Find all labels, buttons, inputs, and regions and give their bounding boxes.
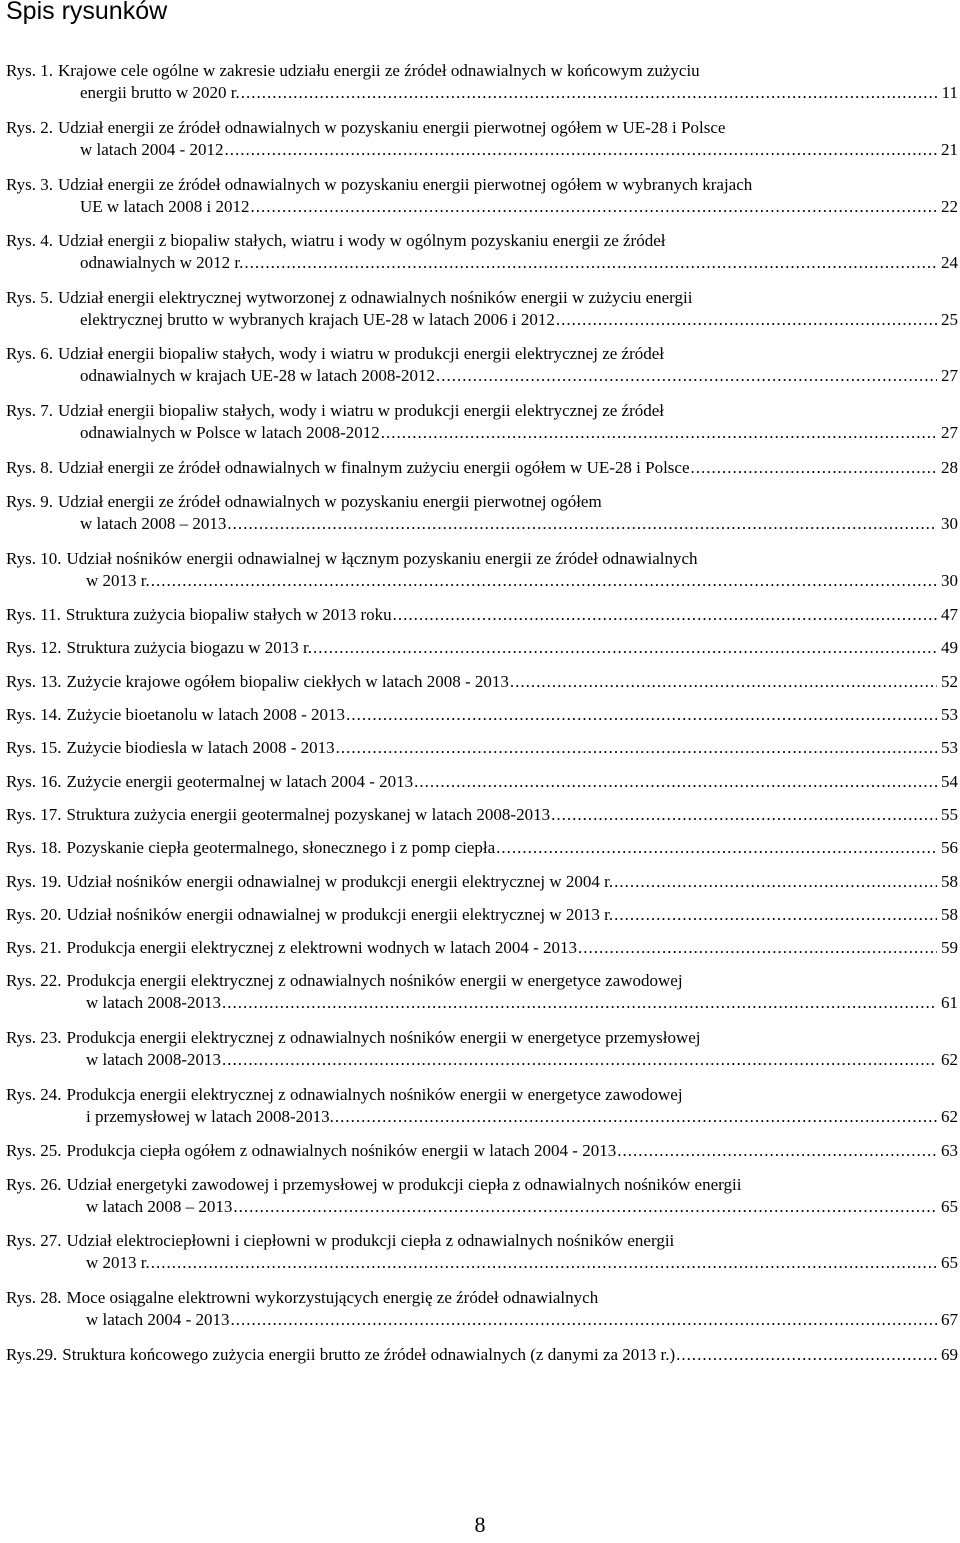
figure-entry[interactable] bbox=[6, 671, 958, 693]
dot-leader bbox=[556, 309, 937, 331]
figure-title-text: Udział nośników energii odnawialnej w produkcji energii elektrycznej w 2004 r. bbox=[66, 872, 614, 891]
figure-number: Rys. 15. bbox=[6, 738, 62, 757]
figure-number: Rys. 5. bbox=[6, 288, 54, 307]
figure-title-text: Udział energii elektrycznej wytworzonej z odnawialnych nośników energii w zużyciu energii bbox=[58, 288, 693, 307]
dot-leader bbox=[222, 1049, 937, 1071]
dot-leader bbox=[614, 871, 937, 893]
figure-entry[interactable] bbox=[6, 1027, 958, 1071]
figure-entry[interactable] bbox=[6, 117, 958, 161]
entry-first-line bbox=[6, 970, 958, 992]
figure-title-text: odnawialnych w krajach UE-28 w latach 2008-2012 bbox=[80, 366, 435, 385]
entry-continuation-line bbox=[6, 309, 958, 331]
figure-title-text: w latach 2008-2013 bbox=[86, 1050, 222, 1069]
dot-leader bbox=[225, 139, 937, 161]
figure-number: Rys. 8. bbox=[6, 458, 54, 477]
dot-leader bbox=[151, 570, 937, 592]
page-reference: 56 bbox=[941, 838, 958, 857]
entry-continuation-line bbox=[6, 252, 958, 274]
page-reference: 30 bbox=[941, 514, 958, 533]
page-reference: 22 bbox=[941, 197, 958, 216]
page-reference: 28 bbox=[941, 458, 958, 477]
page-reference: 67 bbox=[941, 1310, 958, 1329]
figure-entry[interactable] bbox=[6, 970, 958, 1014]
entry-first-line bbox=[6, 704, 958, 726]
page-reference: 59 bbox=[941, 938, 958, 957]
figure-title-text: Produkcja energii elektrycznej z elektrowni wodnych w latach 2004 - 2013 bbox=[66, 938, 577, 957]
entry-continuation-line bbox=[6, 570, 958, 592]
figure-title-text: Udział energii biopaliw stałych, wody i wiatru w produkcji energii elektrycznej ze źródeł bbox=[58, 344, 665, 363]
figure-entry[interactable] bbox=[6, 771, 958, 793]
figure-entry[interactable] bbox=[6, 457, 958, 479]
entry-first-line bbox=[6, 937, 958, 959]
entry-continuation-line bbox=[6, 513, 958, 535]
figure-title-text: Udział energii ze źródeł odnawialnych w pozyskaniu energii pierwotnej ogółem w UE-28 i Polsce bbox=[58, 118, 726, 137]
figure-title-text: UE w latach 2008 i 2012 bbox=[80, 197, 250, 216]
figure-title-text: Produkcja energii elektrycznej z odnawialnych nośników energii w energetyce zawodowej bbox=[66, 971, 683, 990]
dot-leader bbox=[244, 252, 937, 274]
entry-first-line bbox=[6, 287, 958, 309]
figure-title-text: w latach 2008-2013 bbox=[86, 993, 222, 1012]
entry-first-line bbox=[6, 837, 958, 859]
dot-leader bbox=[227, 513, 937, 535]
figure-title-text: Udział energii ze źródeł odnawialnych w pozyskaniu energii pierwotnej ogółem w wybranych krajach bbox=[58, 175, 753, 194]
figure-title-text: Krajowe cele ogólne w zakresie udziału energii ze źródeł odnawialnych w końcowym zużyciu bbox=[58, 61, 700, 80]
figure-number: Rys. 9. bbox=[6, 492, 54, 511]
page-reference: 63 bbox=[941, 1141, 958, 1160]
dot-leader bbox=[676, 1344, 937, 1366]
dot-leader bbox=[393, 604, 937, 626]
figure-number: Rys. 18. bbox=[6, 838, 62, 857]
figure-title-text: Udział energii biopaliw stałych, wody i wiatru w produkcji energii elektrycznej ze źródeł bbox=[58, 401, 665, 420]
figure-title-text: Udział elektrociepłowni i ciepłowni w produkcji ciepła z odnawialnych nośników energii bbox=[66, 1231, 675, 1250]
page-reference: 24 bbox=[941, 253, 958, 272]
figure-entry[interactable] bbox=[6, 1140, 958, 1162]
figure-number: Rys. 25. bbox=[6, 1141, 62, 1160]
figure-number: Rys. 4. bbox=[6, 231, 54, 250]
figure-entry[interactable] bbox=[6, 343, 958, 387]
page-reference: 27 bbox=[941, 366, 958, 385]
figure-entry[interactable] bbox=[6, 60, 958, 104]
figure-number: Rys. 26. bbox=[6, 1175, 62, 1194]
figure-entry[interactable] bbox=[6, 174, 958, 218]
figure-number: Rys. 12. bbox=[6, 638, 62, 657]
entry-first-line bbox=[6, 174, 958, 196]
entry-continuation-line bbox=[6, 422, 958, 444]
entry-continuation-line bbox=[6, 1196, 958, 1218]
entry-continuation-line bbox=[6, 365, 958, 387]
figure-number: Rys. 20. bbox=[6, 905, 62, 924]
entry-first-line bbox=[6, 1230, 958, 1252]
entry-first-line bbox=[6, 491, 958, 513]
figure-number: Rys. 11. bbox=[6, 605, 61, 624]
dot-leader bbox=[691, 457, 937, 479]
figure-title-text: Struktura zużycia biopaliw stałych w 2013 roku bbox=[65, 605, 392, 624]
figure-entry[interactable] bbox=[6, 491, 958, 535]
figure-title-text: w latach 2004 - 2012 bbox=[80, 140, 224, 159]
figure-title-text: energii brutto w 2020 r. bbox=[80, 83, 240, 102]
dot-leader bbox=[436, 365, 937, 387]
figure-entry[interactable] bbox=[6, 1174, 958, 1218]
figure-title-text: Produkcja energii elektrycznej z odnawialnych nośników energii w energetyce zawodowej bbox=[66, 1085, 683, 1104]
page-reference: 69 bbox=[941, 1345, 958, 1364]
entry-first-line bbox=[6, 1084, 958, 1106]
figure-number: Rys. 22. bbox=[6, 971, 62, 990]
figure-title-text: Struktura zużycia energii geotermalnej pozyskanej w latach 2008-2013 bbox=[66, 805, 551, 824]
page-reference: 25 bbox=[941, 310, 958, 329]
page-reference: 49 bbox=[941, 638, 958, 657]
figure-title-text: Zużycie biodiesla w latach 2008 - 2013 bbox=[66, 738, 335, 757]
figure-entry[interactable] bbox=[6, 1287, 958, 1331]
figure-title-text: Zużycie bioetanolu w latach 2008 - 2013 bbox=[66, 705, 346, 724]
figure-entry[interactable] bbox=[6, 704, 958, 726]
dot-leader bbox=[617, 1140, 937, 1162]
figure-title-text: Udział energetyki zawodowej i przemysłowej w produkcji ciepła z odnawialnych nośników energii bbox=[66, 1175, 742, 1194]
entry-continuation-line bbox=[6, 82, 958, 104]
figure-title-text: Struktura końcowego zużycia energii brutto ze źródeł odnawialnych (z danymi za 2013 r.) bbox=[62, 1345, 676, 1364]
figure-title-text: w 2013 r. bbox=[86, 571, 150, 590]
figure-number: Rys. 16. bbox=[6, 772, 62, 791]
figure-entry[interactable] bbox=[6, 287, 958, 331]
page-number: 8 bbox=[474, 1512, 486, 1537]
figure-entry[interactable] bbox=[6, 804, 958, 826]
dot-leader bbox=[233, 1196, 937, 1218]
page-reference: 62 bbox=[941, 1107, 958, 1126]
entry-continuation-line bbox=[6, 992, 958, 1014]
figure-number: Rys. 24. bbox=[6, 1085, 62, 1104]
figure-entry[interactable] bbox=[6, 871, 958, 893]
page-reference: 47 bbox=[941, 605, 958, 624]
figure-number: Rys. 7. bbox=[6, 401, 54, 420]
entry-continuation-line bbox=[6, 1049, 958, 1071]
dot-leader bbox=[151, 1252, 937, 1274]
figure-entry[interactable] bbox=[6, 604, 958, 626]
figure-entry[interactable] bbox=[6, 637, 958, 659]
figure-number: Rys. 13. bbox=[6, 672, 62, 691]
dot-leader bbox=[335, 1106, 937, 1128]
page-reference: 65 bbox=[941, 1197, 958, 1216]
figure-title-text: Udział energii z biopaliw stałych, wiatru i wody w ogólnym pozyskaniu energii ze źródeł bbox=[58, 231, 666, 250]
entry-first-line bbox=[6, 671, 958, 693]
entry-first-line bbox=[6, 604, 958, 626]
entry-first-line bbox=[6, 1287, 958, 1309]
page-reference: 58 bbox=[941, 905, 958, 924]
dot-leader bbox=[414, 771, 937, 793]
figure-entry[interactable] bbox=[6, 230, 958, 274]
figure-title-text: Moce osiągalne elektrowni wykorzystujących energię ze źródeł odnawialnych bbox=[66, 1288, 599, 1307]
entry-first-line bbox=[6, 737, 958, 759]
figure-title-text: w latach 2008 – 2013 bbox=[80, 514, 227, 533]
dot-leader bbox=[551, 804, 937, 826]
entry-first-line bbox=[6, 804, 958, 826]
figure-title-text: Udział energii ze źródeł odnawialnych w finalnym zużyciu energii ogółem w UE-28 i Polsce bbox=[58, 458, 690, 477]
entry-first-line bbox=[6, 1140, 958, 1162]
figure-number: Rys. 17. bbox=[6, 805, 62, 824]
page-reference: 52 bbox=[941, 672, 958, 691]
entry-first-line bbox=[6, 343, 958, 365]
figure-number: Rys. 23. bbox=[6, 1028, 62, 1047]
entry-first-line bbox=[6, 771, 958, 793]
figure-title-text: Udział energii ze źródeł odnawialnych w pozyskaniu energii pierwotnej ogółem bbox=[58, 492, 602, 511]
page-reference: 61 bbox=[941, 993, 958, 1012]
figure-number: Rys.29. bbox=[6, 1345, 58, 1364]
page-reference: 58 bbox=[941, 872, 958, 891]
figure-entry[interactable] bbox=[6, 1084, 958, 1128]
figure-title-text: odnawialnych w 2012 r. bbox=[80, 253, 244, 272]
entry-first-line bbox=[6, 1027, 958, 1049]
entry-first-line bbox=[6, 1344, 958, 1366]
figure-number: Rys. 10. bbox=[6, 549, 62, 568]
dot-leader bbox=[346, 704, 937, 726]
dot-leader bbox=[313, 637, 937, 659]
page-reference: 30 bbox=[941, 571, 958, 590]
figure-number: Rys. 2. bbox=[6, 118, 54, 137]
dot-leader bbox=[251, 196, 938, 218]
figure-title-text: Pozyskanie ciepła geotermalnego, słonecznego i z pomp ciepła bbox=[66, 838, 496, 857]
figure-entry[interactable] bbox=[6, 1230, 958, 1274]
figure-number: Rys. 6. bbox=[6, 344, 54, 363]
entry-continuation-line bbox=[6, 1252, 958, 1274]
entry-first-line bbox=[6, 117, 958, 139]
figure-entry[interactable] bbox=[6, 837, 958, 859]
entry-first-line bbox=[6, 548, 958, 570]
entry-first-line bbox=[6, 1174, 958, 1196]
entry-first-line bbox=[6, 60, 958, 82]
entry-continuation-line bbox=[6, 1106, 958, 1128]
figure-entry[interactable] bbox=[6, 737, 958, 759]
dot-leader bbox=[496, 837, 937, 859]
dot-leader bbox=[578, 937, 937, 959]
entry-first-line bbox=[6, 457, 958, 479]
page-reference: 62 bbox=[941, 1050, 958, 1069]
page-reference: 21 bbox=[941, 140, 958, 159]
entry-first-line bbox=[6, 400, 958, 422]
figure-number: Rys. 21. bbox=[6, 938, 62, 957]
figure-entry[interactable] bbox=[6, 548, 958, 592]
dot-leader bbox=[241, 82, 938, 104]
figure-number: Rys. 27. bbox=[6, 1231, 62, 1250]
figure-title-text: Produkcja energii elektrycznej z odnawialnych nośników energii w energetyce przemysłowej bbox=[66, 1028, 701, 1047]
entry-first-line bbox=[6, 904, 958, 926]
figure-number: Rys. 14. bbox=[6, 705, 62, 724]
figure-title-text: w 2013 r. bbox=[86, 1253, 150, 1272]
entry-first-line bbox=[6, 637, 958, 659]
page-reference: 27 bbox=[941, 423, 958, 442]
figure-entry[interactable] bbox=[6, 937, 958, 959]
figure-title-text: odnawialnych w Polsce w latach 2008-2012 bbox=[80, 423, 380, 442]
figure-entry[interactable] bbox=[6, 904, 958, 926]
figure-title-text: Struktura zużycia biogazu w 2013 r. bbox=[66, 638, 313, 657]
page-reference: 55 bbox=[941, 805, 958, 824]
figure-number: Rys. 19. bbox=[6, 872, 62, 891]
figure-entry[interactable] bbox=[6, 1344, 958, 1366]
figure-number: Rys. 3. bbox=[6, 175, 54, 194]
figure-title-text: Udział nośników energii odnawialnej w łącznym pozyskaniu energii ze źródeł odnawialnych bbox=[66, 549, 698, 568]
entry-continuation-line bbox=[6, 139, 958, 161]
entry-continuation-line bbox=[6, 1309, 958, 1331]
figure-title-text: w latach 2008 – 2013 bbox=[86, 1197, 233, 1216]
entry-first-line bbox=[6, 230, 958, 252]
dot-leader bbox=[222, 992, 937, 1014]
figure-title-text: Produkcja ciepła ogółem z odnawialnych nośników energii w latach 2004 - 2013 bbox=[66, 1141, 617, 1160]
figure-title-text: elektrycznej brutto w wybranych krajach UE-28 w latach 2006 i 2012 bbox=[80, 310, 555, 329]
figure-entry[interactable] bbox=[6, 400, 958, 444]
page-reference: 54 bbox=[941, 772, 958, 791]
page-reference: 11 bbox=[941, 83, 958, 102]
figure-number: Rys. 1. bbox=[6, 61, 54, 80]
page-reference: 65 bbox=[941, 1253, 958, 1272]
dot-leader bbox=[336, 737, 937, 759]
figure-title-text: Udział nośników energii odnawialnej w produkcji energii elektrycznej w 2013 r. bbox=[66, 905, 614, 924]
dot-leader bbox=[231, 1309, 937, 1331]
figure-title-text: Zużycie krajowe ogółem biopaliw ciekłych w latach 2008 - 2013 bbox=[66, 672, 509, 691]
page-title: Spis rysunków bbox=[6, 0, 168, 25]
figure-title-text: w latach 2004 - 2013 bbox=[86, 1310, 230, 1329]
dot-leader bbox=[510, 671, 937, 693]
dot-leader bbox=[381, 422, 937, 444]
figure-title-text: i przemysłowej w latach 2008-2013. bbox=[86, 1107, 334, 1126]
entry-first-line bbox=[6, 871, 958, 893]
page-reference: 53 bbox=[941, 705, 958, 724]
figure-number: Rys. 28. bbox=[6, 1288, 62, 1307]
entry-continuation-line bbox=[6, 196, 958, 218]
page-reference: 53 bbox=[941, 738, 958, 757]
dot-leader bbox=[614, 904, 937, 926]
figure-title-text: Zużycie energii geotermalnej w latach 2004 - 2013 bbox=[66, 772, 414, 791]
